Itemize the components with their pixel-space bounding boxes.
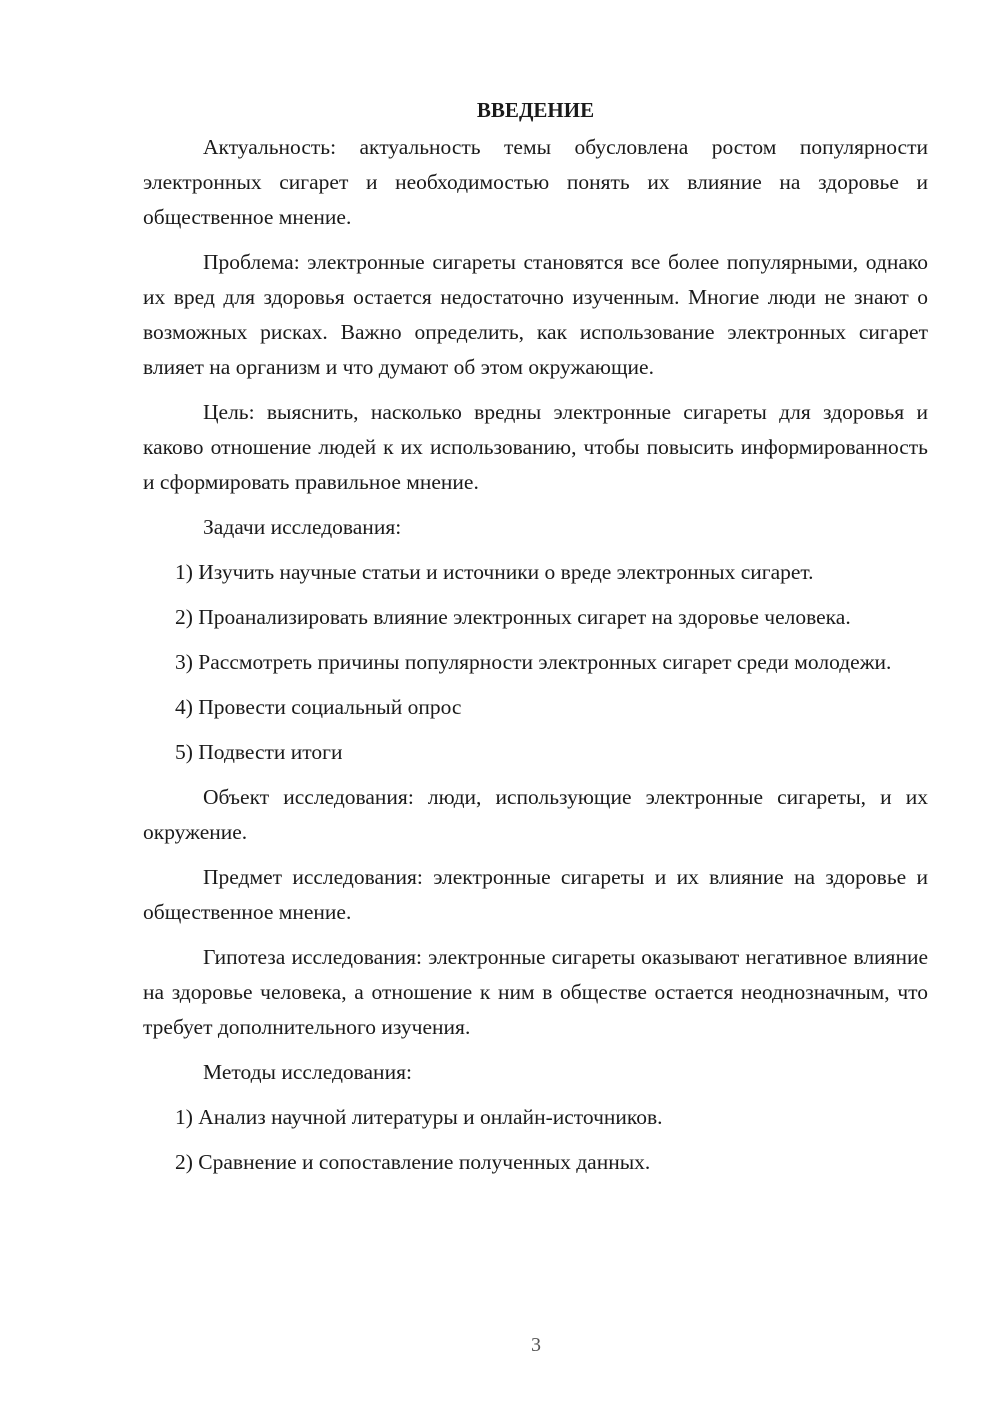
task-item: 5) Подвести итоги xyxy=(175,740,343,764)
task-item: 3) Рассмотреть причины популярности электронных сигарет среди молодежи. xyxy=(175,650,892,674)
relevance-paragraph: Актуальность: актуальность темы обусловлена ростом популярности электронных сигарет и необходимостью понять их влияние на здоровье и общественное мнение. xyxy=(143,135,928,229)
task-item: 2) Проанализировать влияние электронных сигарет на здоровье человека. xyxy=(175,605,851,629)
task-item: 1) Изучить научные статьи и источники о вреде электронных сигарет. xyxy=(175,560,814,584)
object-paragraph: Объект исследования: люди, использующие электронные сигареты, и их окружение. xyxy=(143,785,928,844)
goal-paragraph: Цель: выяснить, насколько вредны электронные сигареты для здоровья и каково отношение людей к их использованию, чтобы повысить информированность и сформировать правильное мнение. xyxy=(143,400,928,494)
problem-paragraph: Проблема: электронные сигареты становятся все более популярными, однако их вред для здоровья остается недостаточно изученным. Многие люди не знают о возможных рисках. Важно определить, как использование электронных сигарет влияет на организм и что думают об этом окружающие. xyxy=(143,250,928,379)
method-item: 2) Сравнение и сопоставление полученных данных. xyxy=(175,1150,651,1174)
hypothesis-paragraph: Гипотеза исследования: электронные сигареты оказывают негативное влияние на здоровье человека, а отношение к ним в обществе остается неоднозначным, что требует дополнительного изучения. xyxy=(143,945,928,1039)
page-number: 3 xyxy=(531,1334,541,1356)
method-item: 1) Анализ научной литературы и онлайн-источников. xyxy=(175,1105,663,1129)
section-title: ВВЕДЕНИЕ xyxy=(476,98,595,122)
subject-paragraph: Предмет исследования: электронные сигареты и их влияние на здоровье и общественное мнение. xyxy=(143,865,928,924)
methods-heading: Методы исследования: xyxy=(203,1060,412,1084)
task-item: 4) Провести социальный опрос xyxy=(175,695,462,719)
tasks-heading: Задачи исследования: xyxy=(203,515,402,539)
document-page xyxy=(143,92,928,1190)
